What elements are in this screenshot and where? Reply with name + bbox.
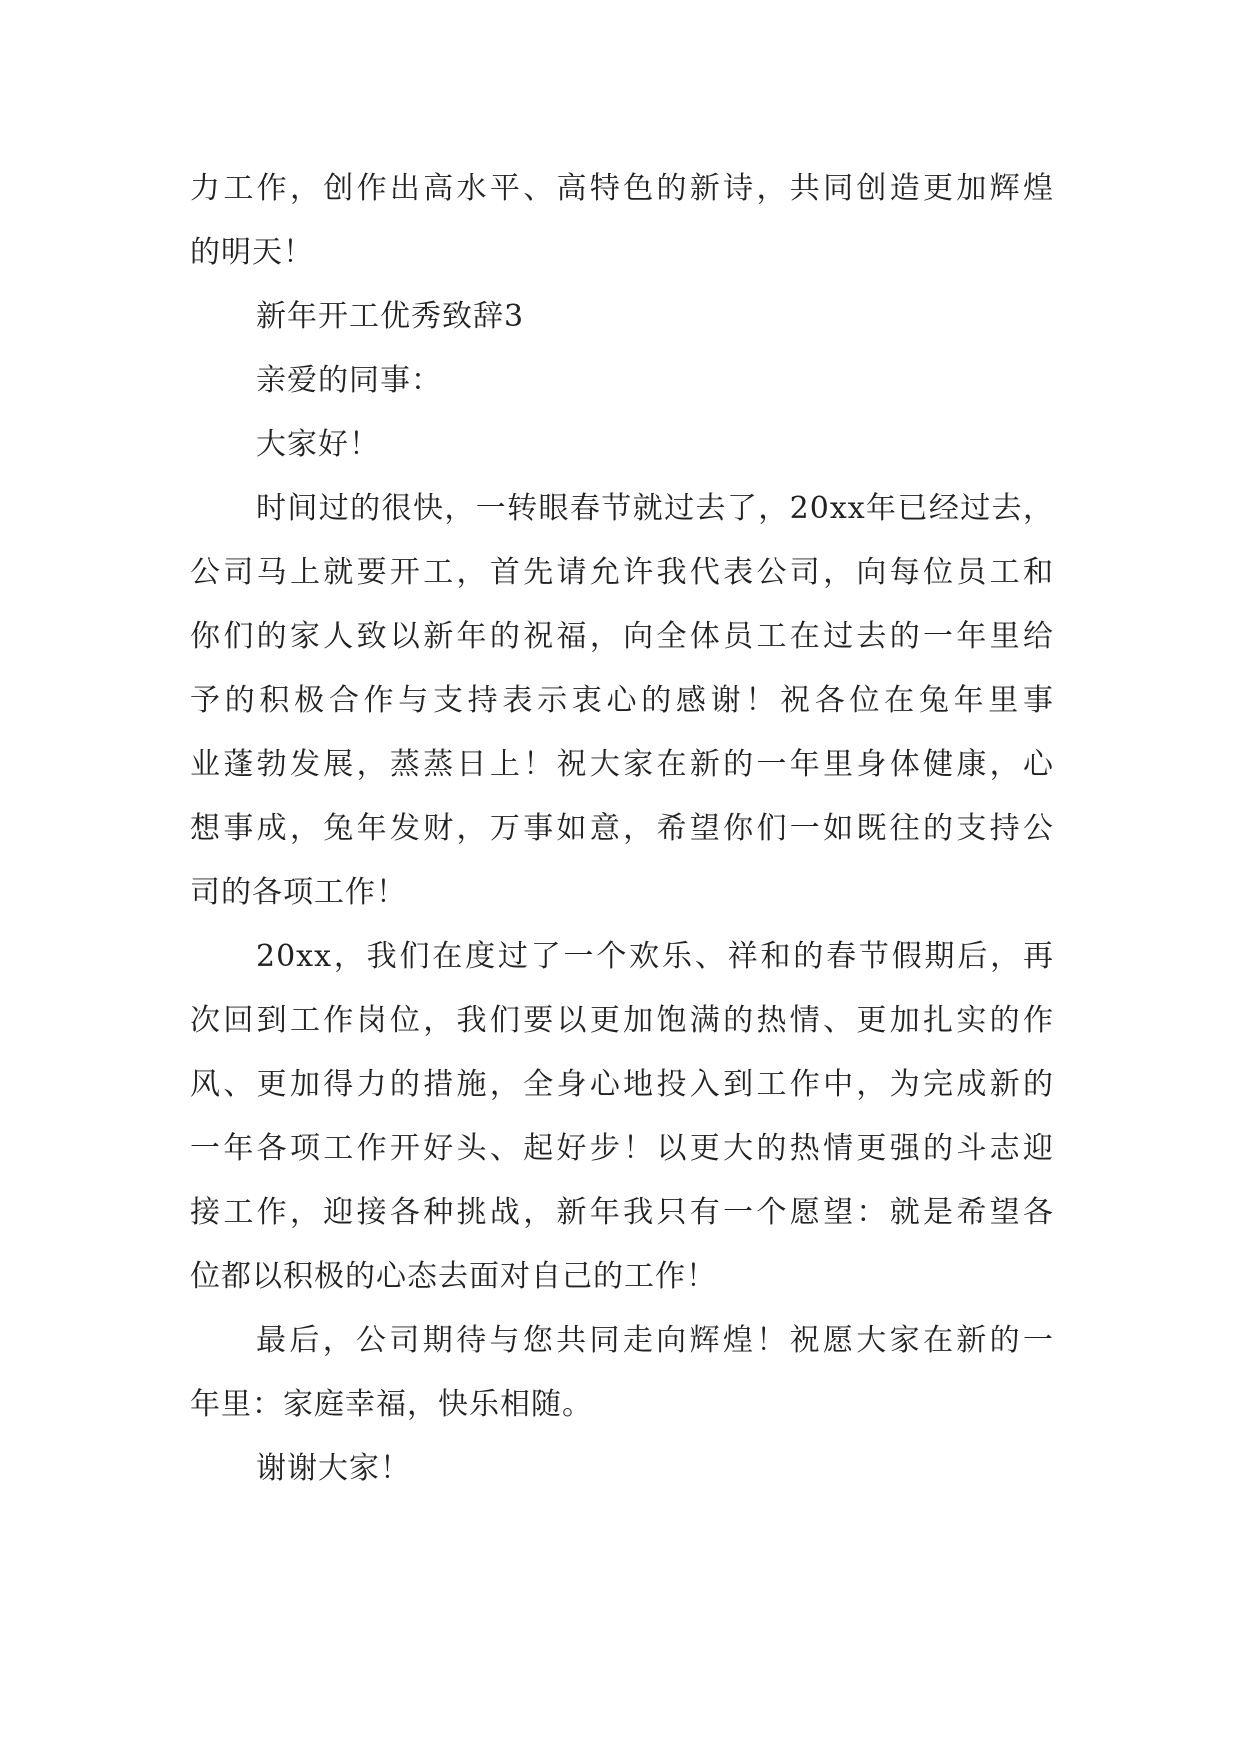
text-line: 风、更加得力的措施，全身心地投入到工作中，为完成新的 bbox=[190, 1067, 1054, 1102]
section-title: 新年开工优秀致辞3 bbox=[256, 299, 525, 334]
salutation: 亲爱的同事： bbox=[256, 363, 442, 398]
text-line: 想事成，兔年发财，万事如意，希望你们一如既往的支持公 bbox=[190, 811, 1054, 846]
text-line: 接工作，迎接各种挑战，新年我只有一个愿望：就是希望各 bbox=[190, 1195, 1054, 1230]
text-line: 业蓬勃发展，蒸蒸日上！祝大家在新的一年里身体健康，心 bbox=[190, 747, 1054, 782]
text-line: 最后，公司期待与您共同走向辉煌！祝愿大家在新的一 bbox=[256, 1323, 1054, 1358]
text-line: 年里：家庭幸福，快乐相随。 bbox=[190, 1387, 593, 1422]
text-line: 时间过的很快，一转眼春节就过去了，20xx年已经过去， bbox=[256, 491, 1054, 526]
text-line: 位都以积极的心态去面对自己的工作！ bbox=[190, 1259, 717, 1294]
text-line: 次回到工作岗位，我们要以更加饱满的热情、更加扎实的作 bbox=[190, 1003, 1054, 1038]
text-line: 力工作，创作出高水平、高特色的新诗，共同创造更加辉煌 bbox=[190, 171, 1054, 206]
text-line: 公司马上就要开工，首先请允许我代表公司，向每位员工和 bbox=[190, 555, 1054, 590]
text-line: 你们的家人致以新年的祝福，向全体员工在过去的一年里给 bbox=[190, 619, 1054, 654]
text-line: 一年各项工作开好头、起好步！以更大的热情更强的斗志迎 bbox=[190, 1131, 1054, 1166]
text-line: 20xx，我们在度过了一个欢乐、祥和的春节假期后，再 bbox=[256, 939, 1054, 974]
closing-line: 谢谢大家！ bbox=[256, 1451, 411, 1486]
text-line: 予的积极合作与支持表示衷心的感谢！祝各位在兔年里事 bbox=[190, 683, 1054, 718]
document-page bbox=[190, 157, 1054, 1501]
text-line: 司的各项工作！ bbox=[190, 875, 407, 910]
greeting: 大家好！ bbox=[256, 427, 380, 462]
text-line: 的明天！ bbox=[190, 235, 314, 270]
